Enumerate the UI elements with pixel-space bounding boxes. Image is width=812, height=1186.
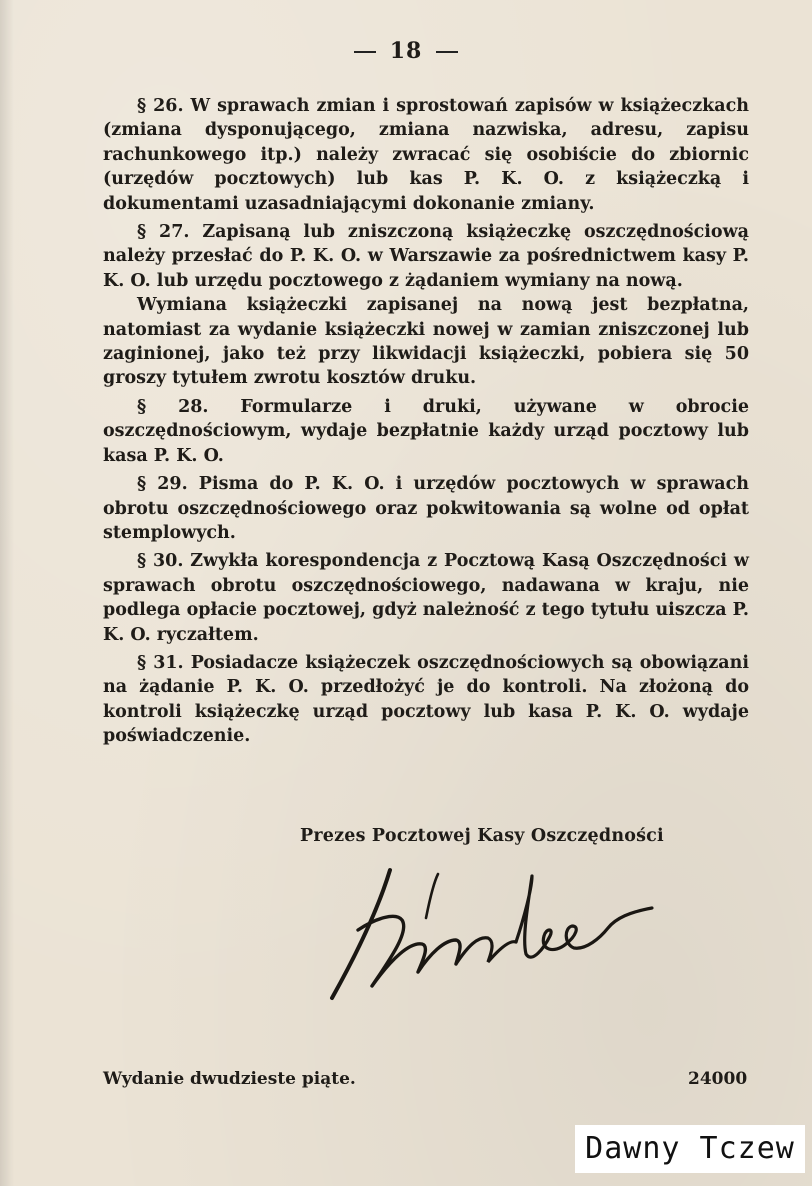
paragraph-28: § 28. Formularze i druki, używane w obrocie oszczędnościowym, wydaje bezpłatnie każdy urząd pocztowy lub kasa P. K. O. [103, 396, 749, 466]
page-number-text: 18 [389, 38, 423, 64]
print-run-number: 24000 [688, 1069, 748, 1089]
signatory-title: Prezes Pocztowej Kasy Oszczędności [300, 826, 664, 846]
page-number [0, 38, 812, 64]
handwritten-signature [318, 858, 668, 1008]
page-number-dash-left [354, 51, 376, 53]
document-body [103, 94, 749, 749]
watermark-label: Dawny Tczew [575, 1125, 805, 1173]
paragraph-31: § 31. Posiadacze książeczek oszczędnościowych są obowiązani na żądanie P. K. O. przedłożyć je do kontroli. Na złożoną do kontroli książeczkę urząd pocztowy lub kasa P. K. O. wydaje poświadczenie. [103, 652, 749, 747]
paragraph-26: § 26. W sprawach zmian i sprostowań zapisów w książeczkach (zmiana dysponującego, zmiana nazwiska, adresu, zapisu rachunkowego itp.) należy zwracać się osobiście do zbiornic (urzędów pocztowych) lub kas P. K. O. z książeczką i dokumentami uzasadniającymi dokonanie zmiany. [103, 96, 749, 214]
page-edge-shadow [0, 0, 14, 1186]
paragraph-27-continuation: Wymiana książeczki zapisanej na nową jest bezpłatna, natomiast za wydanie książeczki nowej w zamian zniszczonej lub zaginionej, jako też przy likwidacji książeczki, pobiera się 50 groszy tytułem zwrotu kosztów druku. [103, 295, 749, 389]
page-number-dash-right [436, 51, 458, 53]
paragraph-29: § 29. Pisma do P. K. O. i urzędów pocztowych w sprawach obrotu oszczędnościowego oraz pokwitowania są wolne od opłat stemplowych. [103, 474, 749, 543]
paragraph-27: § 27. Zapisaną lub zniszczoną książeczkę oszczędnościową należy przesłać do P. K. O. w Warszawie za pośrednictwem kasy P. K. O. lub urzędu pocztowego z żądaniem wymiany na nową. [103, 222, 749, 291]
paragraph-30: § 30. Zwykła korespondencja z Pocztową Kasą Oszczędności w sprawach obrotu oszczędnościowego, nadawana w kraju, nie podlega opłacie pocztowej, gdyż należność z tego tytułu uiszcza P. K. O. ryczałtem. [103, 551, 749, 645]
edition-note: Wydanie dwudzieste piąte. [103, 1069, 356, 1089]
